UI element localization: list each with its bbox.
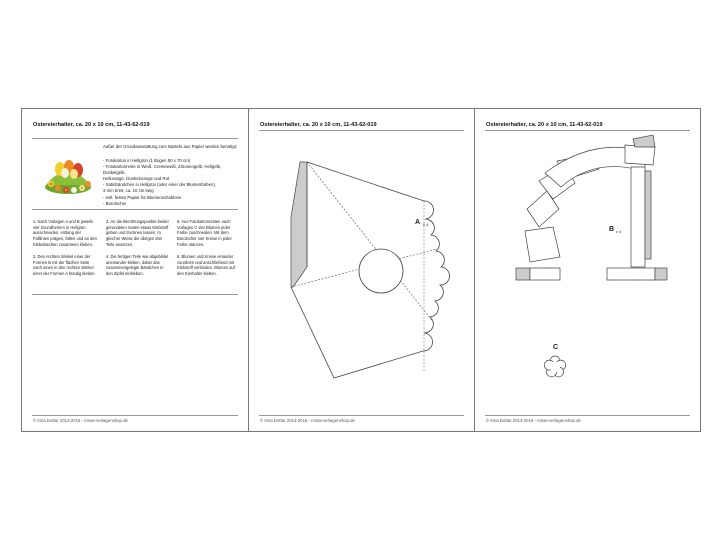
footer-rule: [259, 415, 464, 416]
step-1: 1. Nach Vorlagen A und B jeweils vier Grundformen in Hellgrün ausschneiden, entlang der Falllinien prägen, falten und an den Klebelaschen zusammen kleben.: [33, 219, 97, 247]
copyright-footer: © Irina Dottar 2013-2016 - nmas-verlagenshop.de: [33, 418, 128, 423]
footer-rule: [32, 415, 238, 416]
copyright-footer: © Irina Dottar 2013-2016 - nmas-verlagenshop.de: [486, 418, 581, 423]
materials-list: [103, 158, 243, 207]
template-b-outline: [475, 109, 700, 431]
template-bc-page: [475, 109, 700, 431]
step-3: 3. An die Berührungspunkte beider gerundeten Seiten etwas Klebstoff geben und trocknen lassen. In gleicher Weise die übrigen drei Teile ansetzen.: [106, 219, 170, 247]
section-rule: [32, 209, 238, 210]
step-2: 2. Den rechten Winkel einer der Formen B mit der flachen Seite nach innen in den rechten Winkel einer der Formen A bündig kleben.: [33, 254, 96, 277]
copyright-footer: © Irina Dottar 2013-2016 - nmas-verlagenshop.de: [260, 418, 355, 423]
step-6: 6. Blumen und Kreise einander zuordnen und anschließend mit Klebstoff verbinden. Blumen auf den Eierhalter kleben.: [177, 254, 235, 277]
section-rule: [32, 294, 238, 295]
material-item: - Bürolocher: [103, 200, 127, 206]
template-c-label: C: [553, 344, 559, 351]
page-title: Ostereierhalter, ca. 20 x 10 cm, 11-43-62-019: [486, 122, 603, 128]
template-sheet: [21, 108, 701, 432]
footer-rule: [485, 415, 690, 416]
template-b-count: x 4: [616, 229, 622, 234]
page-title: Ostereierhalter, ca. 20 x 10 cm, 11-43-62-019: [260, 122, 377, 128]
step-4: 4. Die fertigen Teile wie abgebildet aneinander kleben, dabei das zusammengelegte Bändchen in den Zipfel einkleben.: [106, 254, 169, 277]
materials-intro: Außer der Grundausstattung zum Basteln aus Papier werden benötigt:: [103, 144, 237, 149]
material-item: - evtl. festes Papier für Blumenschablone: [103, 194, 182, 200]
template-a-count: x 4: [423, 222, 429, 227]
easter-egg-holder-photo: [36, 154, 100, 198]
template-a-outline: [249, 109, 474, 431]
material-item: - Satinbändchen in Hellgrün (oder einer der Blumenfarben),: [103, 182, 216, 188]
template-b-label: B: [609, 226, 615, 233]
template-a-page: [249, 109, 474, 431]
material-item: - Fotokarton in Hellgrün (1 Bogen 50 x 70 cm): [103, 158, 191, 163]
page-title: Ostereierhalter, ca. 20 x 10 cm, 11-43-62-019: [33, 122, 150, 128]
material-item: - Fotokartonreste in Weiß, Cremeweiß, Zitronengelb, Hellgelb, Dunkelgelb,: [103, 164, 222, 176]
flower-outline: [544, 356, 565, 377]
material-item: 3 mm breit, ca. 10 cm lang: [103, 188, 154, 194]
template-a-label: A: [415, 219, 421, 226]
material-item: Hellorange, Dunkelorange und Rot: [103, 176, 170, 182]
title-rule: [32, 138, 238, 139]
instructions-page: [22, 109, 248, 431]
step-5: 5. Aus Fotokartonresten nach Vorlagen C vier Blumen jeder Farbe zuschneiden. Mit dem Bürolocher vier Kreise in jeder Farbe stanzen.: [177, 219, 232, 247]
